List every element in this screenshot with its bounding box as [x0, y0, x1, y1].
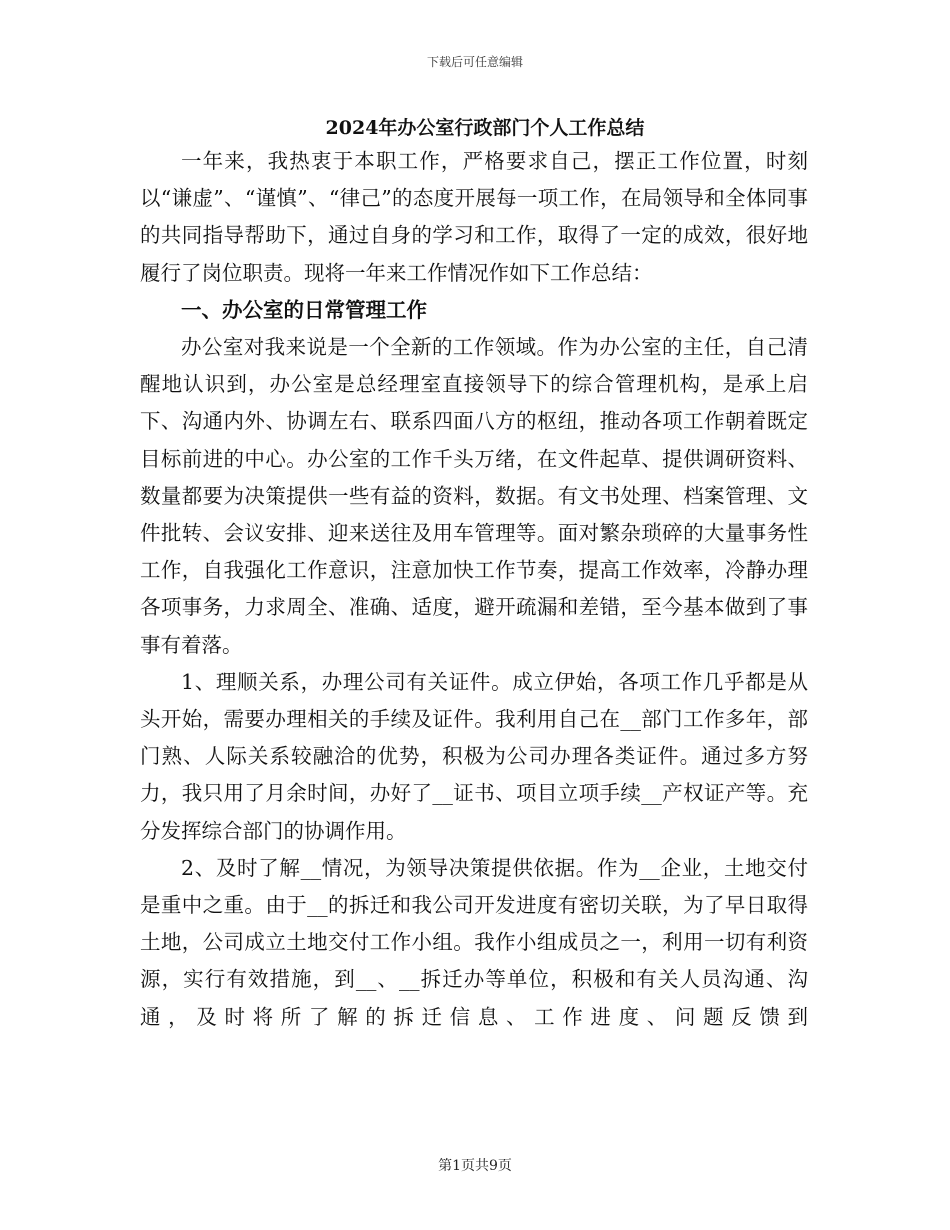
page-number-footer: 第1页共9页 — [438, 1158, 512, 1174]
body-paragraph: 2、及时了解__情况，为领导决策提供依据。作为__企业，土地交付是重中之重。由于__的拆迁和我公司开发进度有密切关联，为了早日取得土地，公司成立土地交付工作小组。我作小组成员之一，利用一切有利资源，实行有效措施，到__、__拆迁办等单位，积极和有关人员沟通、沟通，及时将所了解的拆迁信息、工作进度、问题反馈到 — [140, 855, 808, 1029]
section-heading: 一、办公室的日常管理工作 — [181, 297, 427, 322]
body-paragraph: 办公室对我来说是一个全新的工作领域。作为办公室的主任，自己清醒地认识到，办公室是总经理室直接领导下的综合管理机构，是承上启下、沟通内外、协调左右、联系四面八方的枢纽，推动各项工作朝着既定目标前进的中心。办公室的工作千头万绪，在文件起草、提供调研资料、数量都要为决策提供一些有益的资料，数据。有文书处理、档案管理、文件批转、会议安排、迎来送往及用车管理等。面对繁杂琐碎的大量事务性工作，自我强化工作意识，注意加快工作节奏，提高工作效率，冷静办理各项事务，力求周全、准确、适度，避开疏漏和差错，至今基本做到了事事有着落。 — [140, 335, 808, 657]
body-paragraph: 1、理顺关系，办理公司有关证件。成立伊始，各项工作几乎都是从头开始，需要办理相关的手续及证件。我利用自己在__部门工作多年，部门熟、人际关系较融洽的优势，积极为公司办理各类证件。通过多方努力，我只用了月余时间，办好了__证书、项目立项手续__产权证产等。充分发挥综合部门的协调作用。 — [140, 669, 808, 843]
document-body — [140, 143, 808, 1036]
document-title: 2024年办公室行政部门个人工作总结 — [325, 117, 645, 139]
header-note: 下载后可任意编辑 — [426, 55, 523, 69]
intro-paragraph: 一年来，我热衷于本职工作，严格要求自己，摆正工作位置，时刻以“谦虚”、“谨慎”、“律己”的态度开展每一项工作，在局领导和全体同事的共同指导帮助下，通过自身的学习和工作，取得了一定的成效，很好地履行了岗位职责。现将一年来工作情况作如下工作总结： — [140, 149, 808, 285]
